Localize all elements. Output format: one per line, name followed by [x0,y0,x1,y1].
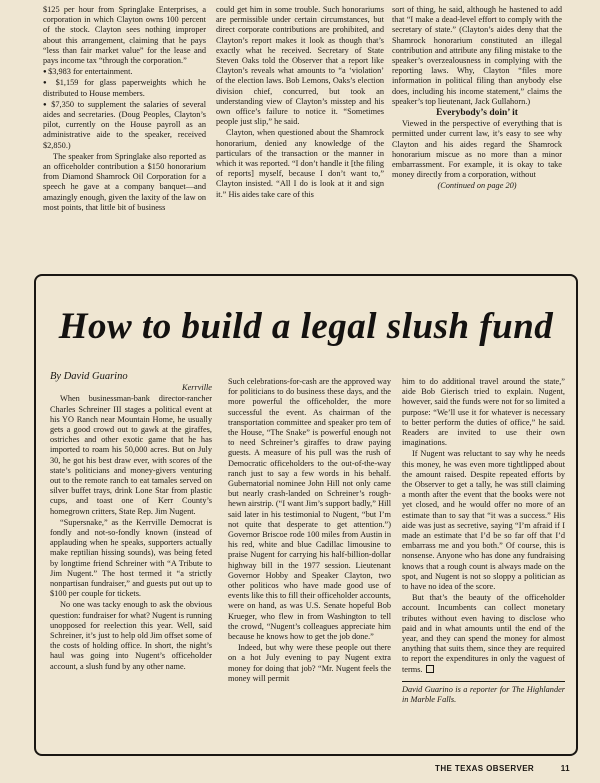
article-headline: How to build a legal slush fund [58,306,554,347]
continuation-note: (Continued on page 20) [437,181,517,191]
paragraph: Indeed, but why were these people out there on a hot July evening to pay Nugent extra money for doing that job? “Mr. Nugent feels the money will permit [228,643,391,683]
paragraph: $125 per hour from Springlake Enterprises, a corporation in which Clayton owns 100 percent of the stock. Clayton sees nothing improper about this arrangement, claiming that he pays “less than fair market value” for the lease and pays income tax “through the corporation.” [43,5,206,66]
end-mark-icon [426,665,434,673]
article-column-1-body [50,394,212,671]
paragraph: ● $3,983 for entertainment. [43,67,206,77]
author-bio: David Guarino is a reporter for The Highlander in Marble Falls. [402,681,565,705]
paragraph: When businessman-bank director-rancher Charles Schreiner III stages a political event at his YO Ranch near Mountain Home, he usually gets a good crowd out to gawk at the giraffes, ostriches and other exotic game that he has imported to roam his 50,000 acres. But on July 30, he got his best draw ever, with scores of the state’s politicians and money-givers venturing out to the remote ranch to eat tamales served on silver buffet trays, drink Lone Star from plastic cups, and toast one of Kerr County’s homegrown critters, State Rep. Jim Nugent. [50,394,212,516]
paragraph: sort of thing, he said, although he hastened to add that “I make a dead-level effort to comply with the secretary of state.” (Clayton’s aides deny that the Shamrock honorarium constituted an illegal contribution and attribute any filing mistake to the speaker’s overzealousness in complying with the reporting laws. Why, Clayton “files more information in political filing than anybody else does, including his income statement,” claims the speaker’s top lieutenant, Jack Gullahorn.) [392,5,562,106]
top-column-1 [43,5,206,214]
paragraph: The speaker from Springlake also reported as an officeholder contribution a $150 honorarium from Diamond Shamrock Oil Corporation for a speech he gave at a company banquet—and amazingly enough, given the laxity of the law on most points, that little bit of business [43,151,206,212]
paragraph: Clayton, when questioned about the Shamrock honorarium, denied any knowledge of the particulars of the transaction or the manner in which it was reported. “I don’t handle it [the filing of reports] myself, because I don’t want to,” Clayton insisted. “All I do is look at it and sign it.” His aides take care of this [216,128,384,199]
footer-page-number: 11 [560,764,570,773]
article-column-1 [50,372,212,673]
article-byline: By David Guarino [50,371,128,382]
paragraph: Viewed in the perspective of everything that is permitted under current law, it’s easy to see why Clayton and his aides regard the Shamrock honorarium miscue as no more than a minor embarrassment. For example, it is okay to take money directly from a corporation, without [392,119,562,180]
top-column-2 [216,5,384,201]
paragraph: No one was tacky enough to ask the obvious question: fundraiser for what? Nugent is running unopposed for reelection this year. Well, said Schreiner, it’s just to help old Jim offset some of the costs of holding office. In short, the night’s haul was going into Nugent’s officeholder account, a slush fund by any other name. [50,600,212,671]
paragraph: Such celebrations-for-cash are the approved way for politicians to do business these days, and the more powerful the officeholder, the more successful the event. As chairman of the transportation committee and speaker pro tem of the House, “The Snake” is powerful enough not to need Schreiner’s giraffes to draw paying guests. A measure of his pull was the rush of Democratic officeholders to the out-of-the-way ranch just to say a few words in his behalf. Gubernatorial nominee John Hill not only came but nearly crash-landed on Schreiner’s rough-hewn airstrip. (“I want Jim’s support badly,” Hill said later in his testimonial to Nugent, “but I’m not quite that desperate to get attention.”) Governor Briscoe rode 100 miles from Austin in his red, white and blue Cadillac limousine to praise Nugent for carrying his half-billion-dollar highway bill in the 1977 session. Lieutenant Governor Hobby and Speaker Clayton, two other politicos who have made good use of events like this to fill their officeholder accounts, were on hand, as was U.S. Senate hopeful Bob Krueger, who flew in from Washington to tell the crowd, “Nugent’s colleagues appreciate him because he knows how to get the job done.” [228,377,391,642]
subheading: Everybody’s doin’ it [436,108,518,119]
paragraph: ● $1,159 for glass paperweights which he distributed to House members. [43,78,206,98]
top-column-3 [392,5,562,193]
footer-publication: THE TEXAS OBSERVER [435,764,535,773]
page-footer [320,764,570,773]
paragraph: could get him in some trouble. Such honorariums are permissible under certain circumstances, but direct corporate contributions are prohibited, and Clayton’s report makes it look as though that’s exactly what he received. Secretary of State Steven Oaks told the Observer that a report like Clayton’s reveals what amounts to “a ‘violation’ of the election laws. Bob Lemons, Oaks’s election division chief, concurred, but took an understanding view of Clayton’s misstep and his own office’s failure to notice it. “Sometimes people just slip,” he said. [216,5,384,127]
paragraph: But that’s the beauty of the officeholder account. Incumbents can collect monetary tributes without even having to disclose who paid and in what amounts until the end of the year, and they can spend the money for almost anything that suits them, since they are required to report the expenditures in only the vaguest of terms. [402,593,565,674]
paragraph: If Nugent was reluctant to say why he needs this money, he was even more tightlipped about the amount raised. Despite repeated efforts by the Observer to get a tally, he was still claiming a month after the event that the books were not yet closed, and he would offer no more of an estimate than to say that “it was a success.” His aide was just as secretive, saying “I’m afraid if I made an estimate that I’d be so far off that I’d embarrass me and you both.” Of course, this is nonsense. Anyone who has done any fundraising knows that a rough count is always made on the spot, and Nugent is not so sloppy a politician as to have no idea of the score. [402,449,565,592]
paragraph: ● $7,350 to supplement the salaries of several aides and secretaries. (Doug Peoples, Clayton’s pilot, currently on the House payroll as an administrative aide to the speaker, received $2,850.) [43,100,206,151]
article-dateline: Kerrville [182,383,212,393]
paragraph: “Supersnake,” as the Kerrville Democrat is fondly and not-so-fondly known (instead of applauding when he speaks, supporters actually make reptilian hissing sounds), was being feted by longtime friend Schreiner with “A Tribute to Jim Nugent.” The host termed it “a strictly nonpartisan fundraiser,” and guests put out up to $100 per couple for tickets. [50,517,212,599]
paragraph: him to do additional travel around the state,” aide Bob Gierisch tried to explain. Nugent, however, said the funds were not for so limited a purpose: “We’ll use it for whatever is necessary to better perform the duties of office,” he said. Readers are invited to use their own imaginations. [402,377,565,448]
article-column-2 [228,377,391,685]
article-column-3 [402,377,565,706]
